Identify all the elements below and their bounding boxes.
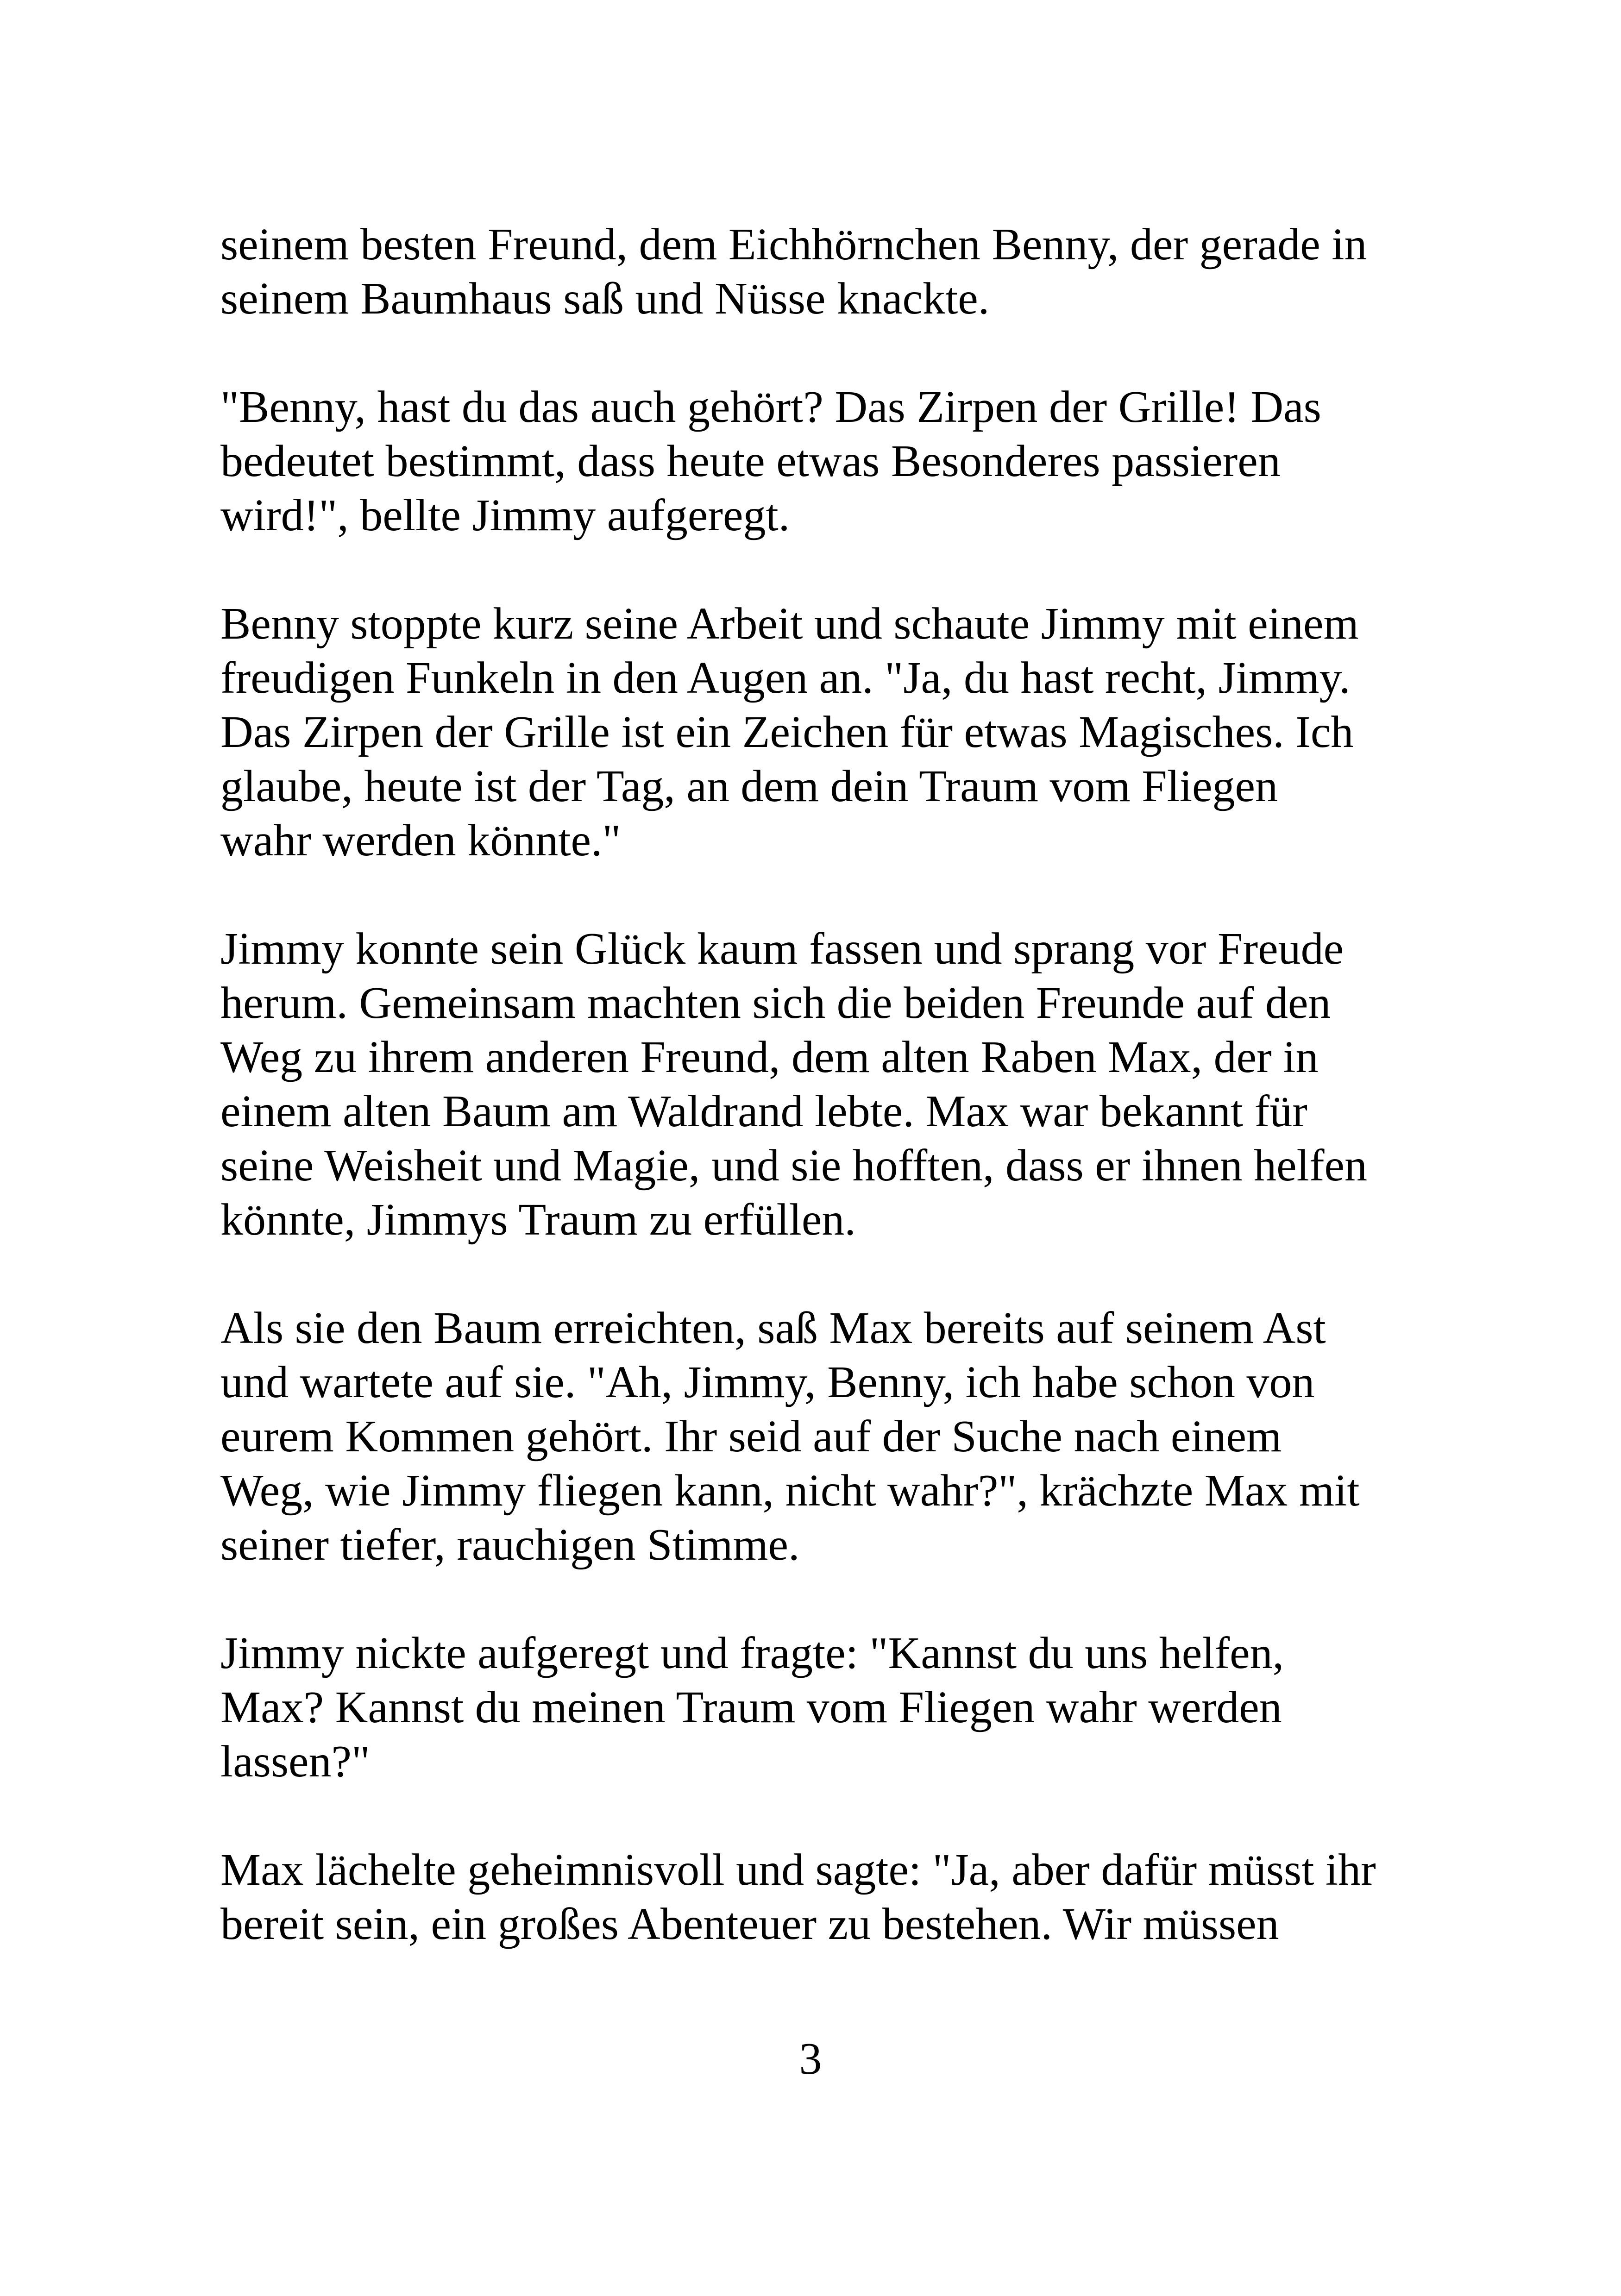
paragraph-2 <box>220 380 1425 543</box>
text-line: seinem besten Freund, dem Eichhörnchen Benny, der gerade in <box>220 220 1367 270</box>
body-text <box>220 218 1425 2006</box>
paragraph-5 <box>220 1301 1425 1572</box>
text-line: Jimmy konnte sein Glück kaum fassen und sprang vor Freude <box>220 924 1344 974</box>
text-line: einem alten Baum am Waldrand lebte. Max war bekannt für <box>220 1086 1307 1136</box>
text-line: Max? Kannst du meinen Traum vom Fliegen wahr werden <box>220 1682 1282 1732</box>
paragraph-7 <box>220 1843 1425 1951</box>
text-line: lassen?" <box>220 1737 370 1787</box>
text-line: "Benny, hast du das auch gehört? Das Zirpen der Grille! Das <box>220 382 1321 432</box>
text-line: könnte, Jimmys Traum zu erfüllen. <box>220 1195 856 1245</box>
text-line: Jimmy nickte aufgeregt und fragte: "Kannst du uns helfen, <box>220 1628 1284 1678</box>
text-line: und wartete auf sie. "Ah, Jimmy, Benny, ich habe schon von <box>220 1357 1315 1407</box>
text-line: Benny stoppte kurz seine Arbeit und schaute Jimmy mit einem <box>220 599 1359 649</box>
text-line: wird!", bellte Jimmy aufgeregt. <box>220 490 790 540</box>
text-line: Als sie den Baum erreichten, saß Max bereits auf seinem Ast <box>220 1303 1326 1353</box>
text-line: glaube, heute ist der Tag, an dem dein Traum vom Fliegen <box>220 761 1278 811</box>
page-number: 3 <box>799 2034 822 2084</box>
text-line: seinem Baumhaus saß und Nüsse knackte. <box>220 274 990 324</box>
text-line: bereit sein, ein großes Abenteuer zu bestehen. Wir müssen <box>220 1899 1279 1949</box>
text-line: seine Weisheit und Magie, und sie hofften, dass er ihnen helfen <box>220 1141 1367 1191</box>
text-line: Max lächelte geheimnisvoll und sagte: "Ja, aber dafür müsst ihr <box>220 1845 1376 1895</box>
text-line: Weg, wie Jimmy fliegen kann, nicht wahr?", krächzte Max mit <box>220 1466 1360 1516</box>
text-line: eurem Kommen gehört. Ihr seid auf der Suche nach einem <box>220 1411 1282 1462</box>
paragraph-6 <box>220 1626 1425 1789</box>
text-line: herum. Gemeinsam machten sich die beiden Freunde auf den <box>220 978 1331 1028</box>
text-line: Weg zu ihrem anderen Freund, dem alten Raben Max, der in <box>220 1032 1319 1082</box>
text-line: seiner tiefer, rauchigen Stimme. <box>220 1520 800 1570</box>
paragraph-1 <box>220 218 1425 326</box>
text-line: bedeutet bestimmt, dass heute etwas Besonderes passieren <box>220 436 1281 486</box>
paragraph-3 <box>220 597 1425 868</box>
text-line: wahr werden könnte." <box>220 816 621 866</box>
text-line: Das Zirpen der Grille ist ein Zeichen für etwas Magisches. Ich <box>220 707 1354 757</box>
text-line: freudigen Funkeln in den Augen an. "Ja, du hast recht, Jimmy. <box>220 653 1351 703</box>
paragraph-4 <box>220 922 1425 1247</box>
